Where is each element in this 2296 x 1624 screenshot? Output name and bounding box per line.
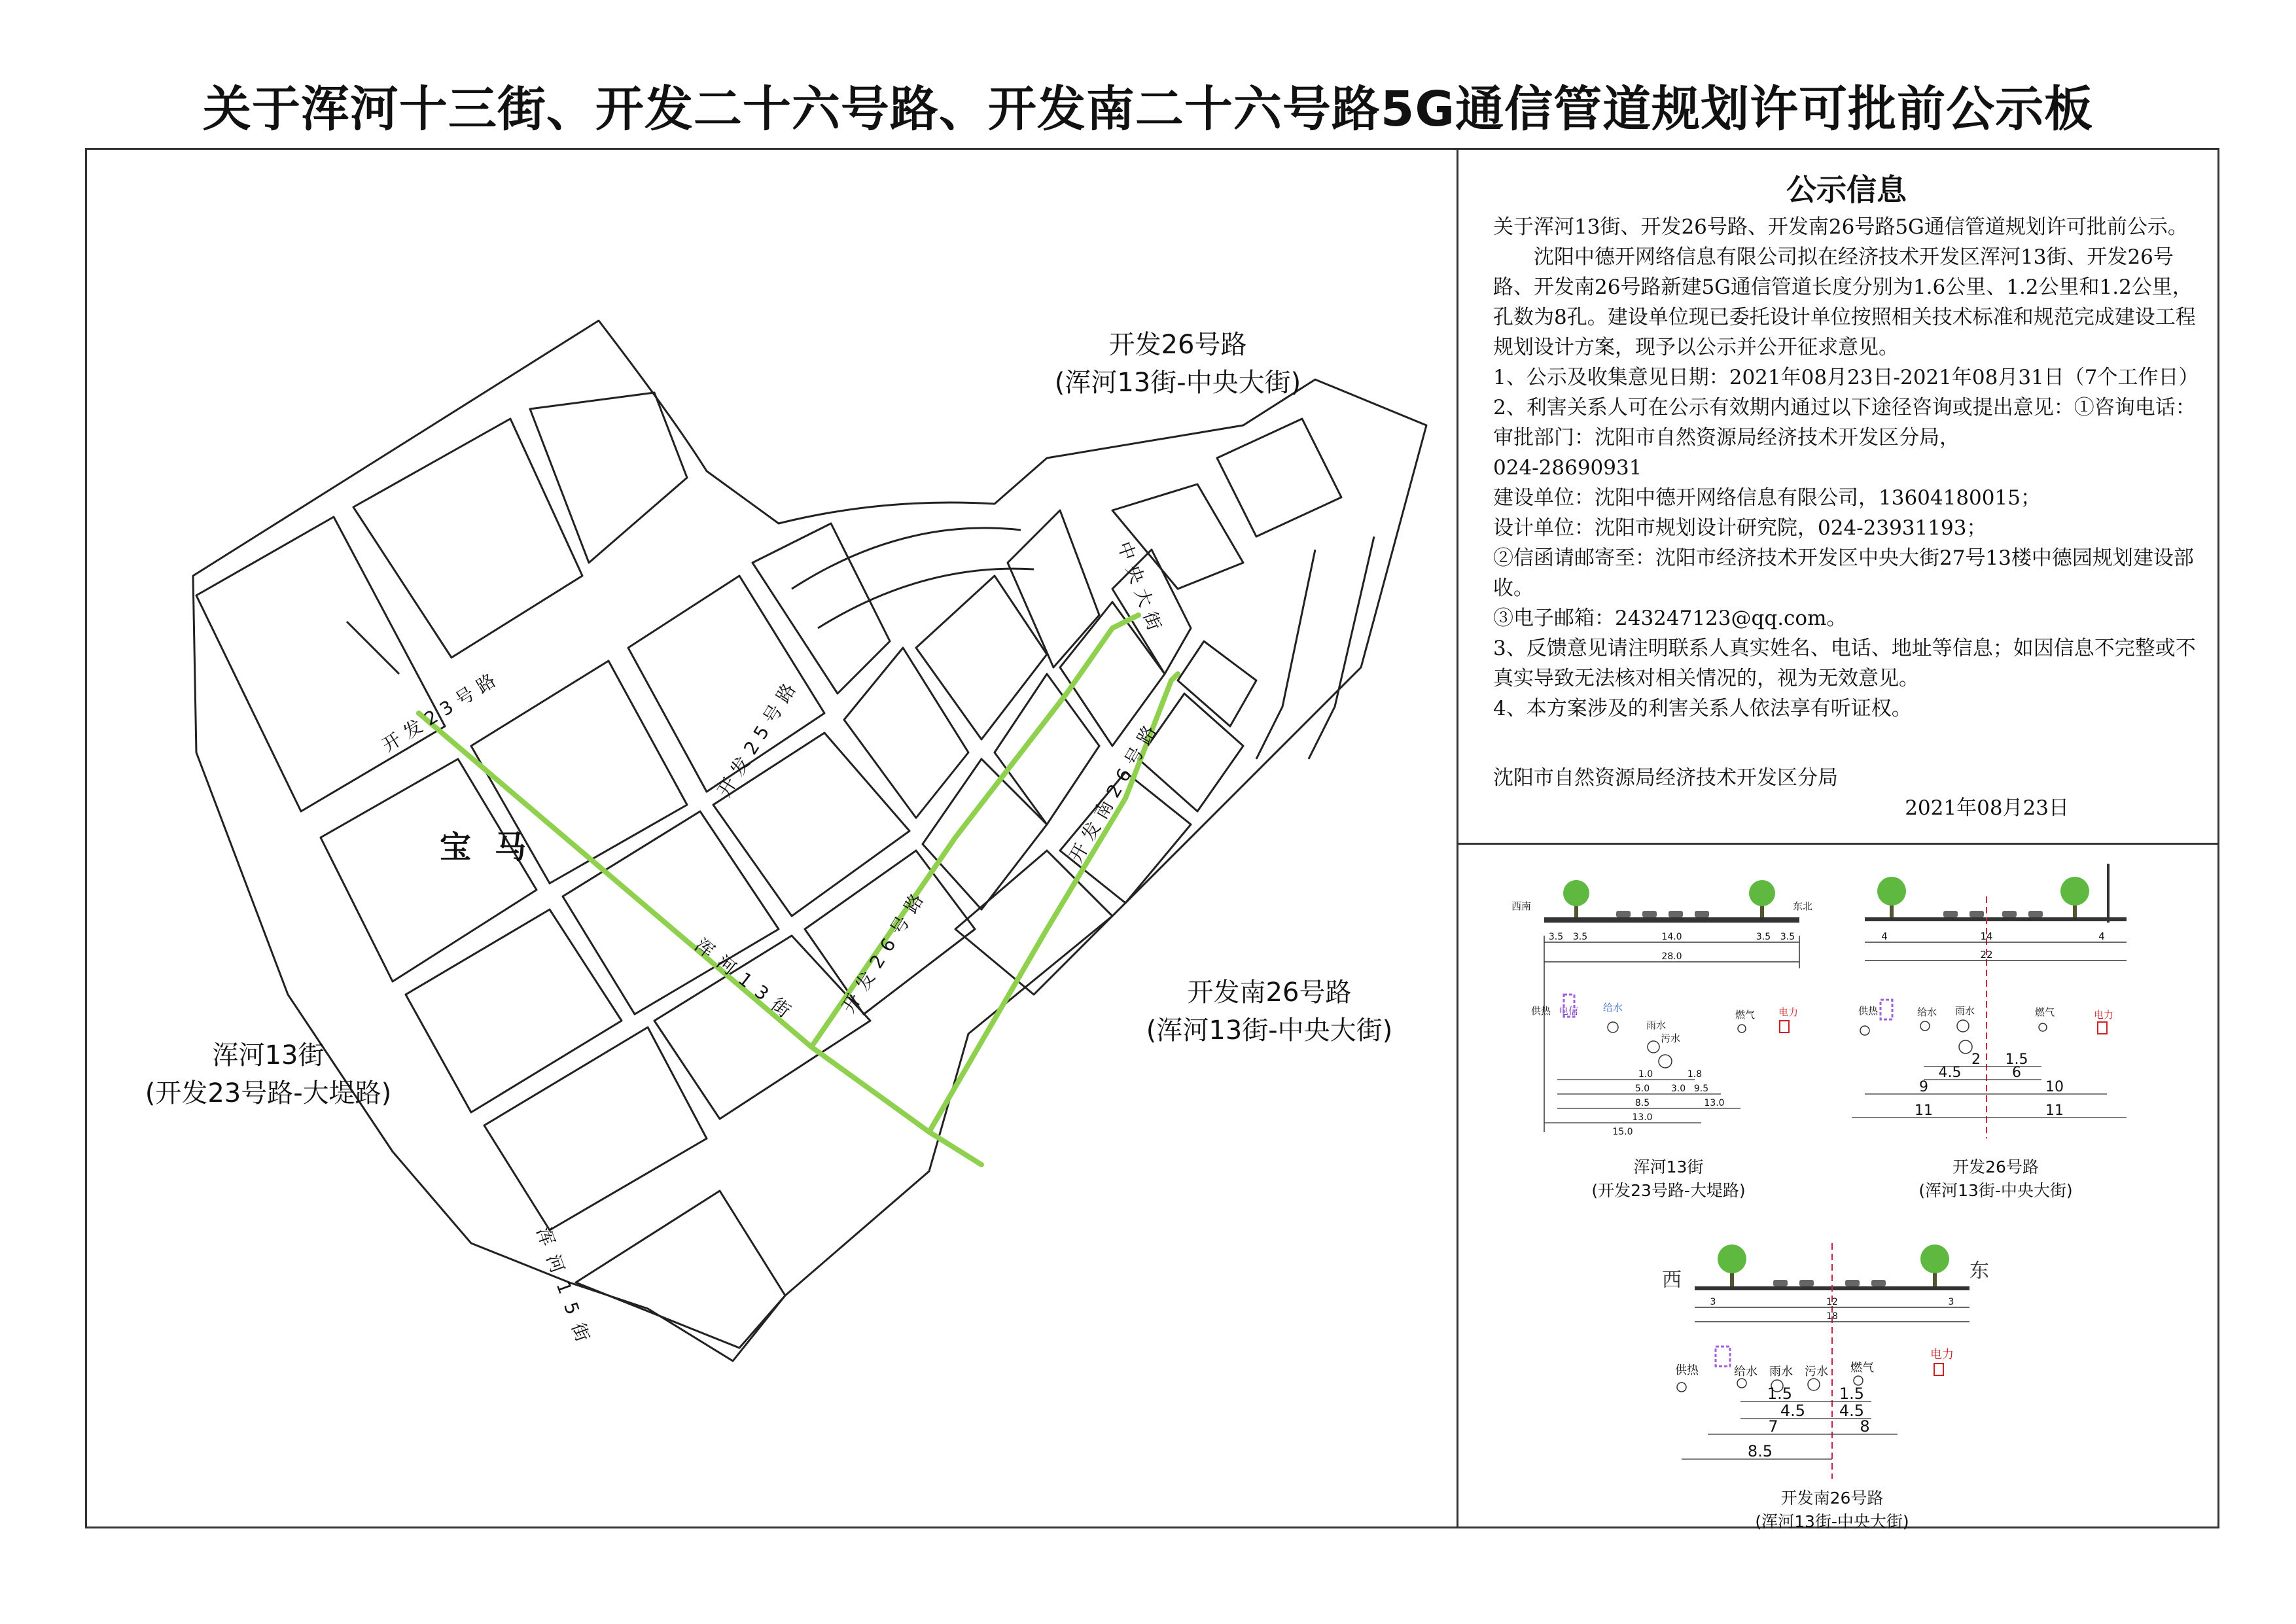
street-h13: 浑河13街 bbox=[690, 934, 802, 1028]
svg-text:3.5: 3.5 bbox=[1780, 932, 1795, 942]
notice-p5: 024-28690931 bbox=[1493, 456, 1642, 480]
svg-text:3.5: 3.5 bbox=[1756, 932, 1771, 942]
svg-text:雨水: 雨水 bbox=[1769, 1365, 1793, 1379]
svg-text:9: 9 bbox=[1919, 1079, 1928, 1095]
svg-text:14.0: 14.0 bbox=[1661, 932, 1682, 942]
svg-text:3.0: 3.0 bbox=[1670, 1084, 1686, 1094]
svg-text:3: 3 bbox=[1948, 1297, 1954, 1307]
svg-text:11: 11 bbox=[1915, 1103, 1933, 1119]
svg-text:电力: 电力 bbox=[2094, 1009, 2114, 1021]
label-k26: 开发26号路 (浑河13街-中央大街) bbox=[1054, 330, 1301, 398]
svg-text:燃气: 燃气 bbox=[1850, 1361, 1874, 1375]
notice-p9: ③电子邮箱：243247123@qq.com。 bbox=[1493, 607, 1847, 630]
svg-text:22: 22 bbox=[1980, 949, 1993, 961]
svg-text:污水: 污水 bbox=[1661, 1033, 1681, 1044]
caption-h13: 浑河13街 (开发23号路-大堤路) bbox=[1591, 1157, 1746, 1200]
notice-date: 2021年08月23日 bbox=[1905, 796, 2069, 820]
svg-text:电力: 电力 bbox=[1930, 1348, 1954, 1362]
svg-text:6: 6 bbox=[2012, 1065, 2021, 1081]
section-k26 bbox=[1845, 851, 2146, 1145]
dir-left: 西 bbox=[1662, 1269, 1682, 1292]
svg-text:9.5: 9.5 bbox=[1693, 1084, 1709, 1094]
svg-text:1.0: 1.0 bbox=[1638, 1069, 1653, 1080]
tree-icon bbox=[1563, 880, 1589, 917]
notice-org: 沈阳市自然资源局经济技术开发区分局 bbox=[1493, 766, 1838, 790]
label-h13: 浑河13街 (开发23号路-大堤路) bbox=[145, 1040, 392, 1108]
svg-text:供热: 供热 bbox=[1675, 1364, 1699, 1377]
notice-panel bbox=[1493, 171, 2200, 823]
svg-text:28.0: 28.0 bbox=[1661, 951, 1682, 962]
svg-text:1.8: 1.8 bbox=[1687, 1069, 1703, 1080]
label-bmw: 宝马 bbox=[440, 829, 550, 866]
notice-p3: 1、公示及收集意见日期：2021年08月23日-2021年08月31日（7个工作日） bbox=[1493, 366, 2199, 389]
svg-text:2: 2 bbox=[1971, 1051, 1981, 1068]
notice-p1: 关于浑河13街、开发26号路、开发南26号路5G通信管道规划许可批前公示。 bbox=[1493, 215, 2188, 239]
street-h15: 浑河15街 bbox=[532, 1224, 597, 1354]
svg-text:8: 8 bbox=[1860, 1417, 1870, 1436]
svg-text:10: 10 bbox=[2045, 1079, 2064, 1095]
svg-text:13.0: 13.0 bbox=[1704, 1098, 1725, 1108]
svg-text:15.0: 15.0 bbox=[1612, 1127, 1633, 1137]
notice-p4: 2、利害关系人可在公示有效期内通过以下途径咨询或提出意见：①咨询电话：审批部门：沈阳市自然资源局经济技术开发区分局， bbox=[1493, 396, 2196, 450]
street-k25: 开发25号路 bbox=[713, 674, 804, 801]
svg-text:11: 11 bbox=[2045, 1103, 2064, 1119]
tree-icon bbox=[1749, 880, 1775, 917]
street-k23: 开发23号路 bbox=[378, 665, 505, 756]
svg-text:3: 3 bbox=[1710, 1297, 1716, 1307]
road-surface bbox=[1544, 917, 1799, 923]
tree-icon bbox=[1718, 1244, 1746, 1286]
svg-text:3.5: 3.5 bbox=[1572, 932, 1588, 942]
notice-p10: 3、反馈意见请注明联系人真实姓名、电话、地址等信息；如因信息不完整或不真实导致无法核对相关情况的，视为无效意见。 bbox=[1493, 637, 2196, 690]
dir-right: 东 bbox=[1969, 1260, 1989, 1282]
tree-icon bbox=[1920, 1244, 1949, 1286]
notice-heading: 公示信息 bbox=[1786, 172, 1907, 207]
svg-text:雨水: 雨水 bbox=[1955, 1005, 1975, 1017]
section-kn26 bbox=[1662, 1230, 2002, 1485]
street-kn26: 开发南26号路 bbox=[1065, 716, 1164, 866]
svg-text:电力: 电力 bbox=[1778, 1006, 1799, 1018]
svg-text:燃气: 燃气 bbox=[1735, 1009, 1756, 1021]
svg-text:供热: 供热 bbox=[1858, 1005, 1879, 1017]
street-center: 中央大街 bbox=[1113, 538, 1168, 640]
notice-p7: 设计单位：沈阳市规划设计研究院，024-23931193； bbox=[1493, 516, 1987, 540]
svg-text:给水: 给水 bbox=[1917, 1006, 1937, 1018]
tree-icon bbox=[2060, 877, 2089, 917]
dir-left: 西南 bbox=[1511, 900, 1532, 912]
notice-p2: 沈阳中德开网络信息有限公司拟在经济技术开发区浑河13街、开发26号路、开发南26号路新建5G通信管道长度分别为1.6公里、1.2公里和1.2公里，孔数为8孔。建设单位现已委托设计单位按照相关技术标准和规范完成建设工程规划设计方案，现予以公示并公开征求意见。 bbox=[1493, 245, 2196, 359]
svg-text:12: 12 bbox=[1826, 1297, 1838, 1307]
svg-text:18: 18 bbox=[1826, 1311, 1838, 1322]
section-h13 bbox=[1505, 857, 1819, 1145]
street-k26: 开发26号路 bbox=[837, 883, 932, 1017]
tree-icon bbox=[1877, 877, 1906, 917]
notice-p8: ②信函请邮寄至：沈阳市经济技术开发区中央大街27号13楼中德园规划建设部收。 bbox=[1493, 546, 2194, 600]
svg-text:4: 4 bbox=[1881, 930, 1888, 942]
svg-text:13.0: 13.0 bbox=[1632, 1112, 1653, 1123]
svg-text:1.5: 1.5 bbox=[2005, 1051, 2028, 1068]
caption-kn26: 开发南26号路 (浑河13街-中央大街) bbox=[1755, 1489, 1909, 1531]
svg-text:4.5: 4.5 bbox=[1938, 1065, 1962, 1081]
svg-text:5.0: 5.0 bbox=[1634, 1084, 1650, 1094]
svg-text:8.5: 8.5 bbox=[1634, 1098, 1650, 1108]
svg-text:电信: 电信 bbox=[1559, 1005, 1579, 1017]
page-title: 关于浑河十三街、开发二十六号路、开发南二十六号路5G通信管道规划许可批前公示板 bbox=[202, 81, 2094, 137]
svg-text:供热: 供热 bbox=[1531, 1005, 1551, 1017]
notice-p11: 4、本方案涉及的利害关系人依法享有听证权。 bbox=[1493, 697, 1912, 720]
svg-text:污水: 污水 bbox=[1805, 1365, 1828, 1379]
svg-text:3.5: 3.5 bbox=[1548, 932, 1564, 942]
svg-text:8.5: 8.5 bbox=[1747, 1442, 1773, 1460]
dir-right: 东北 bbox=[1793, 900, 1813, 912]
notice-p6: 建设单位：沈阳中德开网络信息有限公司，13604180015； bbox=[1493, 486, 2041, 510]
svg-text:4.5: 4.5 bbox=[1839, 1402, 1865, 1420]
svg-text:1.5: 1.5 bbox=[1839, 1385, 1865, 1403]
svg-text:14: 14 bbox=[1980, 930, 1993, 942]
svg-text:燃气: 燃气 bbox=[2035, 1006, 2055, 1018]
svg-text:给水: 给水 bbox=[1603, 1002, 1623, 1014]
svg-text:1.5: 1.5 bbox=[1767, 1385, 1793, 1403]
svg-text:4: 4 bbox=[2098, 930, 2105, 942]
svg-text:7: 7 bbox=[1768, 1417, 1778, 1436]
svg-text:雨水: 雨水 bbox=[1646, 1019, 1667, 1031]
svg-text:4.5: 4.5 bbox=[1780, 1402, 1806, 1420]
svg-text:给水: 给水 bbox=[1734, 1365, 1757, 1379]
caption-k26: 开发26号路 (浑河13街-中央大街) bbox=[1918, 1157, 2073, 1200]
label-kn26: 开发南26号路 (浑河13街-中央大街) bbox=[1146, 978, 1393, 1046]
